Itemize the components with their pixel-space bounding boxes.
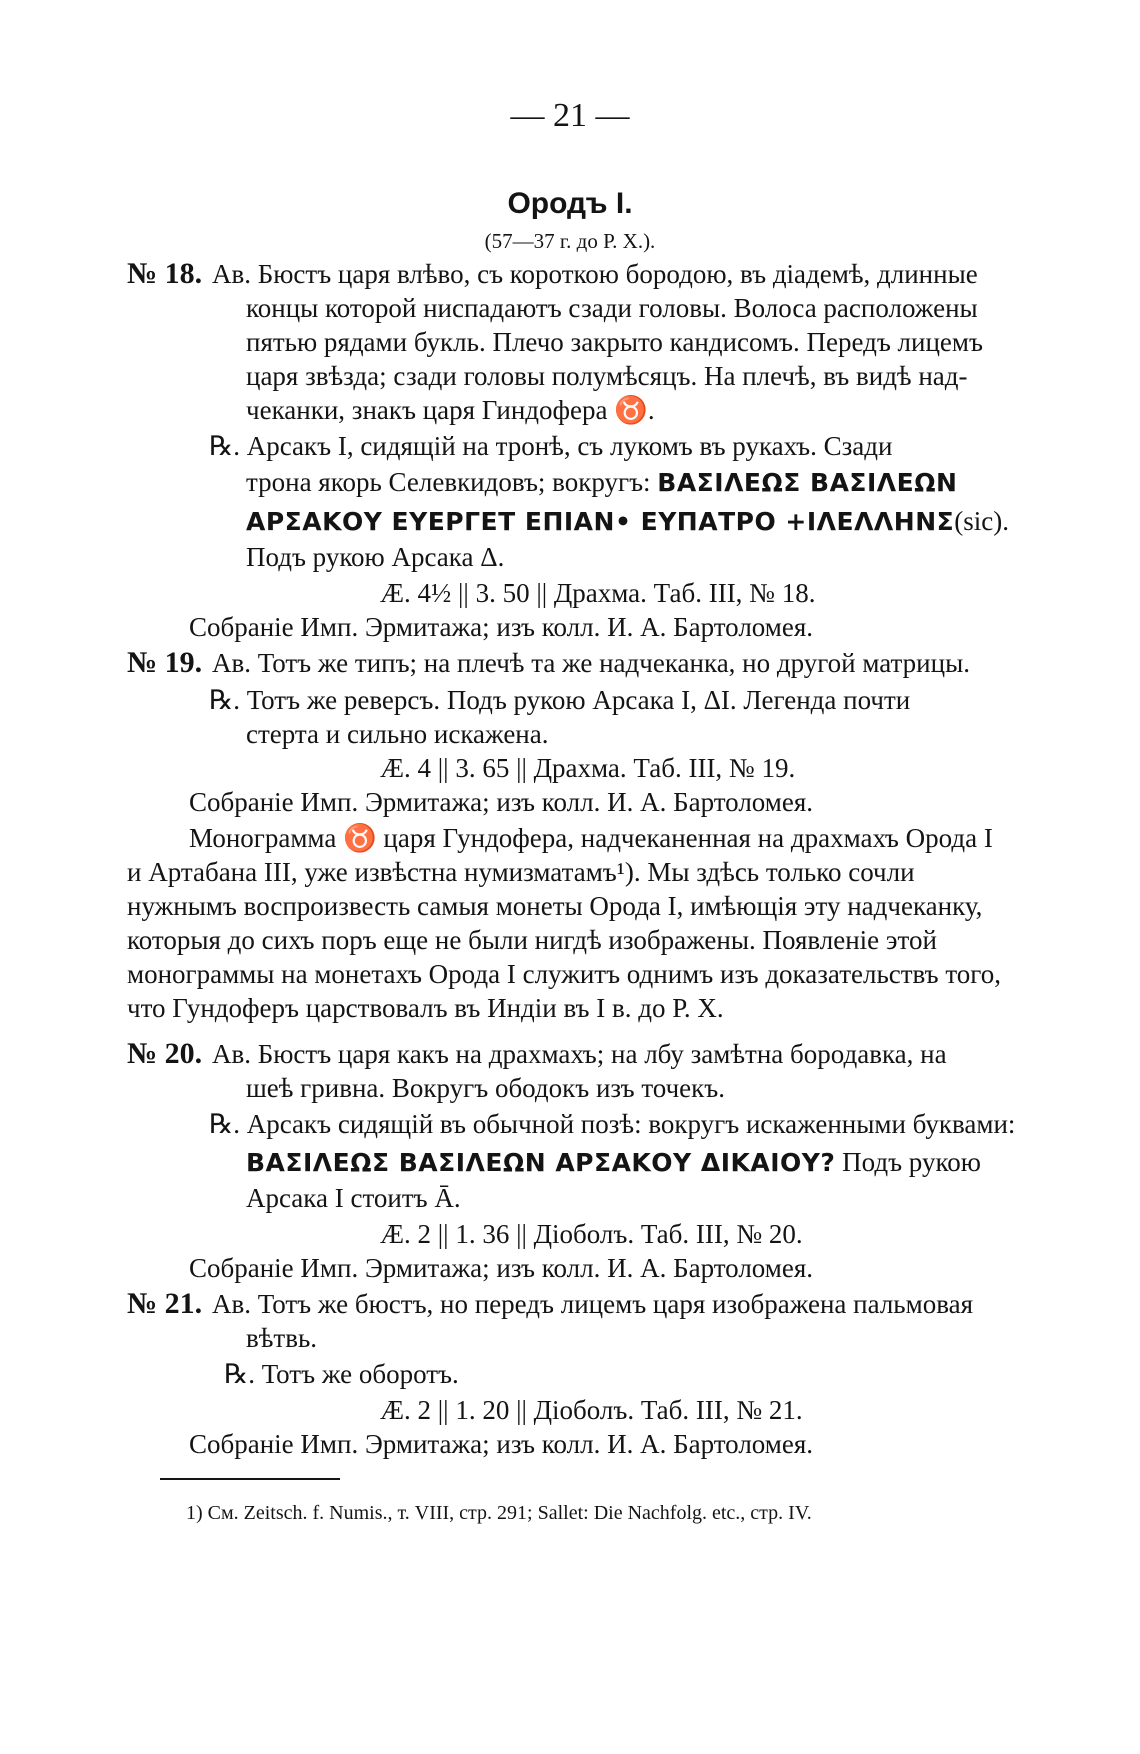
entry-20-legend-after: Подъ рукою: [842, 1147, 981, 1177]
paragraph-line: которыя до сихъ поръ еще не были нигдѣ изображены. Появленіе этой: [127, 925, 937, 955]
greek-legend: ΒΑΣΙΛΕΩΣ ΒΑΣΙΛΕΩΝ: [657, 468, 958, 497]
entry-20-specs: Æ. 2 || 1. 36 || Діоболъ. Таб. III, № 20.: [380, 1219, 803, 1249]
entry-19-reverse: стерта и сильно искажена.: [246, 719, 549, 749]
entry-19-specs: Æ. 4 || 3. 65 || Драхма. Таб. III, № 19.: [380, 753, 796, 783]
entry-20-reverse: Арсака I стоитъ Ā.: [246, 1183, 461, 1213]
entry-21-specs: Æ. 2 || 1. 20 || Діоболъ. Таб. III, № 21.: [380, 1395, 803, 1425]
entry-18-line: чеканки, знакъ царя Гиндофера ♉.: [246, 395, 655, 425]
entry-18-number: № 18.: [127, 257, 203, 290]
entry-18-under-hand: Подъ рукою Арсака Δ.: [246, 542, 505, 572]
section-dates: (57—37 г. до Р. Х.).: [484, 229, 656, 253]
entry-19-collection: Собраніе Имп. Эрмитажа; изъ колл. И. А. Бартоломея.: [189, 787, 814, 817]
entry-19-number: № 19.: [127, 646, 203, 679]
footnote-rule: [160, 1478, 340, 1480]
entry-20-legend-line: [246, 1146, 981, 1179]
entry-19-line: Ав. Тотъ же типъ; на плечѣ та же надчеканка, но другой матрицы.: [212, 648, 970, 678]
entry-20-reverse: ℞. Арсакъ сидящій въ обычной позѣ: вокругъ искаженными буквами:: [209, 1109, 1016, 1139]
footnote: 1) См. Zeitsch. f. Numis., т. VIII, стр. 291; Sallet: Die Nachfolg. etc., стр. IV.: [186, 1502, 812, 1524]
entry-18-legend-line: [246, 505, 1009, 538]
entry-19-reverse: ℞. Тотъ же реверсъ. Подъ рукою Арсака I, ΔI. Легенда почти: [209, 685, 911, 715]
entry-21-line: Ав. Тотъ же бюстъ, но передъ лицемъ царя изображена пальмовая: [212, 1289, 973, 1319]
entry-18-reverse: ℞. Арсакъ I, сидящій на тронѣ, съ лукомъ въ рукахъ. Сзади: [209, 431, 893, 461]
sic-note: (sic).: [954, 506, 1009, 536]
entry-21-collection: Собраніе Имп. Эрмитажа; изъ колл. И. А. Бартоломея.: [189, 1429, 814, 1459]
section-title: Ородъ I.: [507, 187, 633, 220]
entry-18-line: концы которой ниспадаютъ сзади головы. Волоса расположены: [246, 293, 978, 323]
paragraph-line: Монограмма ♉ царя Гундофера, надчеканенная на драхмахъ Орода I: [189, 823, 993, 853]
paragraph-line: нужнымъ воспроизвесть самыя монеты Орода I, имѣющія эту надчеканку,: [127, 891, 983, 921]
entry-20-collection: Собраніе Имп. Эрмитажа; изъ колл. И. А. Бартоломея.: [189, 1253, 814, 1283]
entry-20-line: Ав. Бюстъ царя какъ на драхмахъ; на лбу замѣтна бородавка, на: [212, 1039, 947, 1069]
entry-18-line: царя звѣзда; сзади головы полумѣсяцъ. На плечѣ, въ видѣ над-: [246, 361, 968, 391]
paragraph-line: монограммы на монетахъ Орода I служитъ однимъ изъ доказательствъ того,: [127, 959, 1001, 989]
entry-18-line: Ав. Бюстъ царя влѣво, съ короткою бородою, въ діадемѣ, длинные: [212, 259, 978, 289]
greek-legend: ΒΑΣΙΛΕΩΣ ΒΑΣΙΛΕΩΝ ΑΡΣΑΚΟΥ ΔΙΚΑΙΟΥ?: [246, 1148, 836, 1177]
entry-18-reverse-text: трона якорь Селевкидовъ; вокругъ:: [246, 467, 651, 497]
entry-18-reverse: [246, 466, 957, 499]
paragraph-line: что Гундоферъ царствовалъ въ Индіи въ I в. до Р. Х.: [127, 993, 724, 1023]
page-number: — 21 —: [510, 97, 630, 134]
greek-legend: ΑΡΣΑΚΟΥ ΕΥΕΡΓΕΤ ΕΠΙΑΝ• ΕΥΠΑΤΡΟ +ΙΛΕΛΛΗΝΣ: [246, 507, 955, 536]
entry-18-collection: Собраніе Имп. Эрмитажа; изъ колл. И. А. Бартоломея.: [189, 612, 814, 642]
entry-18-line: пятью рядами букль. Плечо закрыто кандисомъ. Передъ лицемъ: [246, 327, 983, 357]
entry-20-line: шеѣ гривна. Вокругъ ободокъ изъ точекъ.: [246, 1073, 725, 1103]
paragraph-line: и Артабана III, уже извѣстна нумизматамъ¹). Мы здѣсь только сочли: [127, 857, 915, 887]
entry-21-reverse: ℞. Тотъ же оборотъ.: [224, 1359, 459, 1389]
entry-20-number: № 20.: [127, 1037, 203, 1070]
entry-21-line: вѣтвь.: [246, 1323, 318, 1353]
entry-21-number: № 21.: [127, 1287, 203, 1320]
entry-18-specs: Æ. 4½ || 3. 50 || Драхма. Таб. III, № 18.: [380, 578, 816, 608]
